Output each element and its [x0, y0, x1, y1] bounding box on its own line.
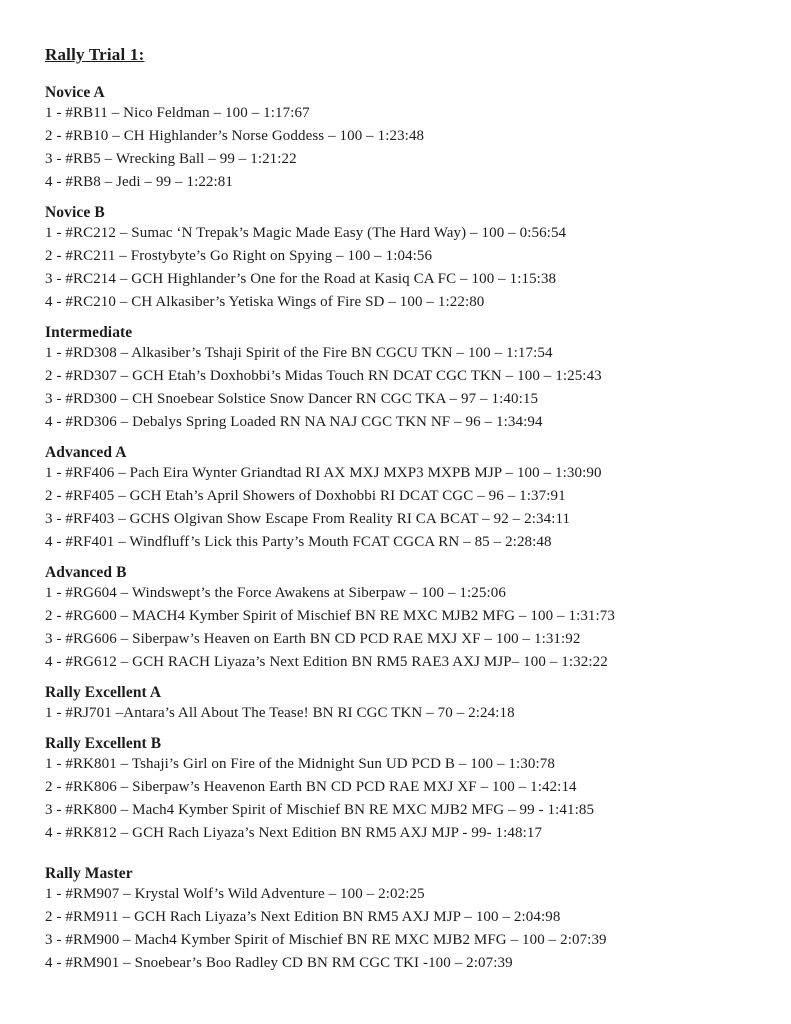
result-line: 2 - #RG600 – MACH4 Kymber Spirit of Mischief BN RE MXC MJB2 MFG – 100 – 1:31:73: [45, 608, 616, 624]
section-rally-excellent-b: [45, 734, 751, 845]
result-line: 4 - #RK812 – GCH Rach Liyaza’s Next Edition BN RM5 AXJ MJP - 99- 1:48:17: [45, 825, 543, 841]
result-line: 2 - #RM911 – GCH Rach Liyaza’s Next Edition BN RM5 AXJ MJP – 100 – 2:04:98: [45, 909, 561, 925]
result-line: 1 - #RG604 – Windswept’s the Force Awakens at Siberpaw – 100 – 1:25:06: [45, 585, 506, 601]
result-line: 4 - #RG612 – GCH RACH Liyaza’s Next Edition BN RM5 RAE3 AXJ MJP– 100 – 1:32:22: [45, 654, 608, 670]
section-novice-a: [45, 83, 751, 194]
result-line: 3 - #RG606 – Siberpaw’s Heaven on Earth BN CD PCD RAE MXJ XF – 100 – 1:31:92: [45, 631, 581, 647]
result-line: 1 - #RK801 – Tshaji’s Girl on Fire of the Midnight Sun UD PCD B – 100 – 1:30:78: [45, 756, 555, 772]
section-heading: Advanced A: [45, 444, 127, 461]
result-line: 1 - #RD308 – Alkasiber’s Tshaji Spirit of the Fire BN CGCU TKN – 100 – 1:17:54: [45, 345, 553, 361]
section-heading: Advanced B: [45, 564, 127, 581]
result-line: 3 - #RF403 – GCHS Olgivan Show Escape From Reality RI CA BCAT – 92 – 2:34:11: [45, 511, 571, 527]
section-heading: Rally Master: [45, 865, 133, 882]
result-line: 1 - #RC212 – Sumac ‘N Trepak’s Magic Made Easy (The Hard Way) – 100 – 0:56:54: [45, 225, 567, 241]
result-line: 4 - #RD306 – Debalys Spring Loaded RN NA NAJ CGC TKN NF – 96 – 1:34:94: [45, 414, 543, 430]
result-line: 4 - #RM901 – Snoebear’s Boo Radley CD BN RM CGC TKI -100 – 2:07:39: [45, 955, 513, 971]
section-rally-master: [45, 864, 751, 975]
section-heading: Intermediate: [45, 324, 133, 341]
result-line: 1 - #RB11 – Nico Feldman – 100 – 1:17:67: [45, 105, 310, 121]
document-title: Rally Trial 1:: [45, 45, 145, 64]
section-rally-excellent-a: [45, 683, 751, 725]
result-line: 3 - #RK800 – Mach4 Kymber Spirit of Mischief BN RE MXC MJB2 MFG – 99 - 1:41:85: [45, 802, 595, 818]
result-line: 3 - #RM900 – Mach4 Kymber Spirit of Mischief BN RE MXC MJB2 MFG – 100 – 2:07:39: [45, 932, 607, 948]
result-line: 4 - #RC210 – CH Alkasiber’s Yetiska Wings of Fire SD – 100 – 1:22:80: [45, 294, 485, 310]
result-line: 4 - #RB8 – Jedi – 99 – 1:22:81: [45, 174, 234, 190]
section-novice-b: [45, 203, 751, 314]
result-line: 2 - #RF405 – GCH Etah’s April Showers of Doxhobbi RI DCAT CGC – 96 – 1:37:91: [45, 488, 566, 504]
section-heading: Novice B: [45, 204, 105, 221]
section-advanced-a: [45, 443, 751, 554]
result-line: 1 - #RM907 – Krystal Wolf’s Wild Adventure – 100 – 2:02:25: [45, 886, 425, 902]
section-intermediate: [45, 323, 751, 434]
result-line: 3 - #RB5 – Wrecking Ball – 99 – 1:21:22: [45, 151, 297, 167]
result-line: 2 - #RC211 – Frostybyte’s Go Right on Spying – 100 – 1:04:56: [45, 248, 433, 264]
result-line: 2 - #RB10 – CH Highlander’s Norse Goddess – 100 – 1:23:48: [45, 128, 425, 144]
section-heading: Rally Excellent A: [45, 684, 162, 701]
section-advanced-b: [45, 563, 751, 674]
result-line: 3 - #RD300 – CH Snoebear Solstice Snow Dancer RN CGC TKA – 97 – 1:40:15: [45, 391, 539, 407]
result-line: 2 - #RD307 – GCH Etah’s Doxhobbi’s Midas Touch RN DCAT CGC TKN – 100 – 1:25:43: [45, 368, 602, 384]
result-line: 4 - #RF401 – Windfluff’s Lick this Party’s Mouth FCAT CGCA RN – 85 – 2:28:48: [45, 534, 552, 550]
result-line: 1 - #RF406 – Pach Eira Wynter Griandtad RI AX MXJ MXP3 MXPB MJP – 100 – 1:30:90: [45, 465, 602, 481]
section-heading: Rally Excellent B: [45, 735, 162, 752]
result-line: 1 - #RJ701 –Antara’s All About The Tease! BN RI CGC TKN – 70 – 2:24:18: [45, 705, 515, 721]
result-line: 3 - #RC214 – GCH Highlander’s One for the Road at Kasiq CA FC – 100 – 1:15:38: [45, 271, 557, 287]
result-line: 2 - #RK806 – Siberpaw’s Heavenon Earth BN CD PCD RAE MXJ XF – 100 – 1:42:14: [45, 779, 577, 795]
section-heading: Novice A: [45, 84, 105, 101]
